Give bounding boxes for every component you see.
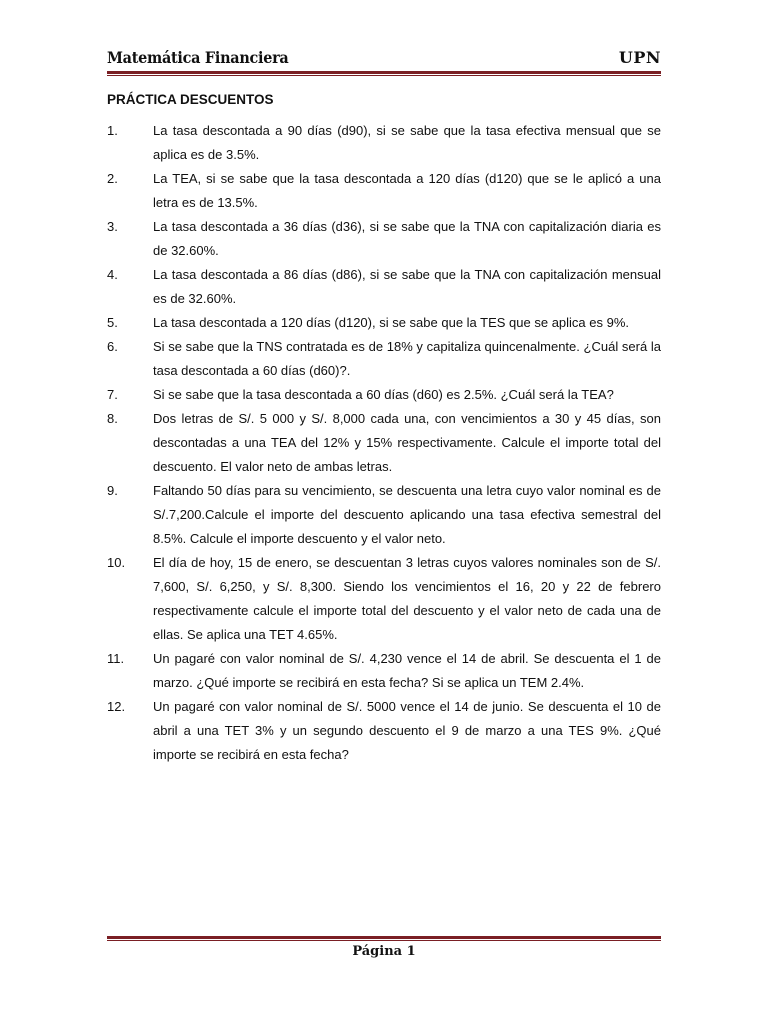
exercise-text: La tasa descontada a 36 días (d36), si se sabe que la TNA con capitalización diaria es de 32.60%.	[153, 219, 661, 258]
exercise-item	[107, 407, 661, 479]
exercise-list	[107, 119, 661, 767]
header-rule	[107, 71, 661, 77]
exercise-item	[107, 263, 661, 311]
exercise-number: 2.	[107, 171, 118, 186]
exercise-number: 3.	[107, 219, 118, 234]
exercise-item	[107, 311, 661, 335]
exercise-number: 12.	[107, 699, 126, 714]
exercise-text: Un pagaré con valor nominal de S/. 4,230 vence el 14 de abril. Se descuenta el 1 de marzo. ¿Qué importe se recibirá en esta fecha? Si se aplica un TEM 2.4%.	[153, 651, 661, 690]
exercise-item	[107, 695, 661, 767]
exercise-number: 5.	[107, 315, 118, 330]
exercise-text: Un pagaré con valor nominal de S/. 5000 vence el 14 de junio. Se descuenta el 10 de abril a una TET 3% y un segundo descuento el 9 de marzo a una TES 9%. ¿Qué importe se recibirá en esta fecha?	[153, 699, 661, 762]
exercise-text: La TEA, si se sabe que la tasa descontada a 120 días (d120) que se le aplicó a una letra es de 13.5%.	[153, 171, 661, 210]
exercise-text: La tasa descontada a 86 días (d86), si se sabe que la TNA con capitalización mensual es de 32.60%.	[153, 267, 661, 306]
exercise-text: Faltando 50 días para su vencimiento, se descuenta una letra cuyo valor nominal es de S/.7,200.Calcule el importe del descuento aplicando una tasa efectiva semestral del 8.5%. Calcule el importe descuento y el valor neto.	[153, 483, 661, 546]
section-title: PRÁCTICA DESCUENTOS	[107, 92, 274, 107]
exercise-item	[107, 647, 661, 695]
exercise-number: 7.	[107, 387, 118, 402]
exercise-text: Si se sabe que la tasa descontada a 60 días (d60) es 2.5%. ¿Cuál será la TEA?	[153, 387, 614, 402]
exercise-item	[107, 551, 661, 647]
footer-rule-thin	[107, 940, 661, 941]
exercise-text: La tasa descontada a 90 días (d90), si se sabe que la tasa efectiva mensual que se aplica es de 3.5%.	[153, 123, 661, 162]
exercise-number: 11.	[107, 651, 125, 666]
exercise-item	[107, 119, 661, 167]
document-title: Matemática Financiera	[107, 48, 289, 67]
exercise-item	[107, 479, 661, 551]
exercise-text: Si se sabe que la TNS contratada es de 18% y capitaliza quincenalmente. ¿Cuál será la tasa descontada a 60 días (d60)?.	[153, 339, 661, 378]
exercise-number: 1.	[107, 123, 118, 138]
exercise-item	[107, 215, 661, 263]
institution-name: UPN	[618, 48, 661, 67]
exercise-number: 4.	[107, 267, 118, 282]
page-header	[107, 48, 661, 72]
exercise-text: El día de hoy, 15 de enero, se descuentan 3 letras cuyos valores nominales son de S/. 7,600, S/. 6,250, y S/. 8,300. Siendo los vencimientos el 16, 20 y 22 de febrero respectivamente calcule el importe total del descuento y el valor neto de cada una de ellas. Se aplica una TET 4.65%.	[153, 555, 661, 642]
page-number: Página 1	[352, 944, 416, 959]
exercise-text: Dos letras de S/. 5 000 y S/. 8,000 cada una, con vencimientos a 30 y 45 días, son descontadas a una TEA del 12% y 15% respectivamente. Calcule el importe total del descuento. El valor neto de ambas letras.	[153, 411, 661, 474]
exercise-item	[107, 383, 661, 407]
header-rule-thick	[107, 71, 661, 74]
exercise-item	[107, 335, 661, 383]
exercise-item	[107, 167, 661, 215]
exercise-number: 8.	[107, 411, 118, 426]
footer-rule-thick	[107, 936, 661, 939]
exercise-number: 9.	[107, 483, 118, 498]
footer-rule	[107, 936, 661, 942]
exercise-number: 6.	[107, 339, 118, 354]
header-rule-thin	[107, 75, 661, 76]
exercise-text: La tasa descontada a 120 días (d120), si se sabe que la TES que se aplica es 9%.	[153, 315, 630, 330]
exercise-number: 10.	[107, 555, 126, 570]
